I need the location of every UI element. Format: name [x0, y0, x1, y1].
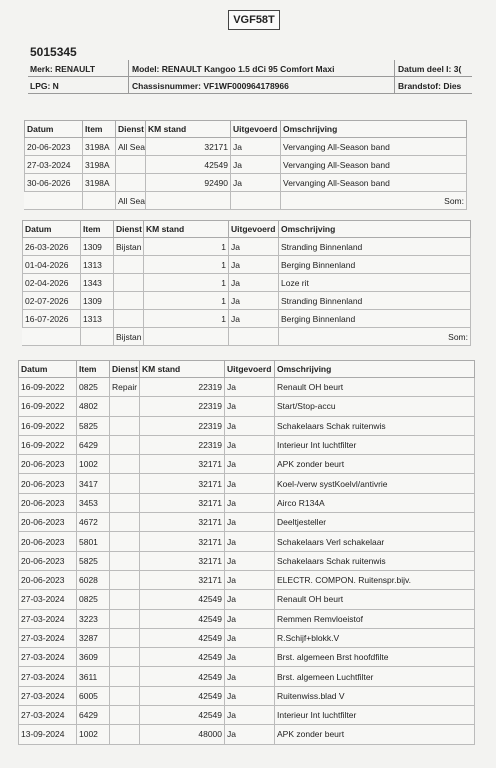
cell-dienst: [110, 493, 140, 512]
cell-dienst: [110, 397, 140, 416]
cell-km: 1: [144, 274, 229, 292]
footer-empty: [81, 328, 114, 346]
table-row: [19, 532, 475, 551]
col-uitgevoerd: Uitgevoerd: [225, 361, 275, 378]
cell-uitgevoerd: Ja: [225, 570, 275, 589]
cell-omschrijving: Renault OH beurt: [275, 590, 475, 609]
cell-dienst: [110, 513, 140, 532]
col-dienst: Dienst: [110, 361, 140, 378]
cell-omschrijving: APK zonder beurt: [275, 725, 475, 744]
cell-datum: 20-06-2023: [19, 474, 77, 493]
cell-uitgevoerd: Ja: [225, 532, 275, 551]
cell-item: 1002: [77, 455, 110, 474]
cell-km: 32171: [140, 493, 225, 512]
table-row: [19, 493, 475, 512]
cell-item: 1343: [81, 274, 114, 292]
table-row: [19, 628, 475, 647]
footer-empty: [25, 192, 83, 210]
cell-datum: 27-03-2024: [19, 648, 77, 667]
footer-dienst: Bijstan: [114, 328, 144, 346]
cell-omschrijving: Airco R134A: [275, 493, 475, 512]
cell-omschrijving: Stranding Binnenland: [279, 292, 471, 310]
table-row: [19, 590, 475, 609]
cell-datum: 20-06-2023: [19, 532, 77, 551]
cell-datum: 30-06-2026: [25, 174, 83, 192]
cell-km: 22319: [140, 397, 225, 416]
table-row: [19, 570, 475, 589]
col-uitgevoerd: Uitgevoerd: [229, 221, 279, 238]
merk-label: Merk: RENAULT: [30, 64, 96, 74]
cell-omschrijving: Start/Stop-accu: [275, 397, 475, 416]
cell-datum: 16-09-2022: [19, 378, 77, 397]
license-plate-box: VGF58T: [228, 10, 280, 30]
cell-dienst: [116, 156, 146, 174]
col-omschrijving: Omschrijving: [281, 121, 467, 138]
col-datum: Datum: [25, 121, 83, 138]
cell-item: 1313: [81, 256, 114, 274]
cell-km: 32171: [140, 474, 225, 493]
cell-uitgevoerd: Ja: [225, 706, 275, 725]
cell-omschrijving: APK zonder beurt: [275, 455, 475, 474]
cell-dienst: [110, 590, 140, 609]
cell-uitgevoerd: Ja: [229, 292, 279, 310]
cell-dienst: Repair: [110, 378, 140, 397]
cell-item: 3198A: [83, 174, 116, 192]
cell-omschrijving: R.Schijf+blokk.V: [275, 628, 475, 647]
cell-dienst: [114, 292, 144, 310]
cell-item: 5801: [77, 532, 110, 551]
cell-datum: 27-03-2024: [19, 706, 77, 725]
cell-omschrijving: Vervanging All-Season band: [281, 138, 467, 156]
cell-uitgevoerd: Ja: [225, 628, 275, 647]
cell-km: 32171: [140, 513, 225, 532]
vehicle-header: [28, 60, 472, 94]
cell-uitgevoerd: Ja: [225, 435, 275, 454]
cell-omschrijving: Brst. algemeen Brst hoofdfilte: [275, 648, 475, 667]
col-dienst: Dienst: [114, 221, 144, 238]
table-footer-row: [23, 328, 471, 346]
table-row: [19, 667, 475, 686]
header-row-1: [28, 60, 472, 77]
cell-datum: 01-04-2026: [23, 256, 81, 274]
cell-km: 42549: [146, 156, 231, 174]
cell-datum: 16-09-2022: [19, 416, 77, 435]
cell-omschrijving: Vervanging All-Season band: [281, 156, 467, 174]
cell-km: 42549: [140, 590, 225, 609]
col-km: KM stand: [144, 221, 229, 238]
cell-datum: 16-07-2026: [23, 310, 81, 328]
cell-datum: 27-03-2024: [19, 590, 77, 609]
cell-omschrijving: Deeltjesteller: [275, 513, 475, 532]
cell-datum: 20-06-2023: [25, 138, 83, 156]
cell-uitgevoerd: Ja: [229, 238, 279, 256]
cell-dienst: [110, 686, 140, 705]
cell-km: 32171: [140, 570, 225, 589]
cell-datum: 27-03-2024: [25, 156, 83, 174]
cell-datum: 27-03-2024: [19, 686, 77, 705]
header-divider: [394, 60, 395, 94]
cell-dienst: [114, 274, 144, 292]
cell-omschrijving: Vervanging All-Season band: [281, 174, 467, 192]
cell-item: 0825: [77, 590, 110, 609]
cell-item: 6429: [77, 435, 110, 454]
cell-omschrijving: Schakelaars Verl schakelaar: [275, 532, 475, 551]
col-km: KM stand: [146, 121, 231, 138]
cell-item: 4802: [77, 397, 110, 416]
col-datum: Datum: [19, 361, 77, 378]
table-row: [19, 609, 475, 628]
cell-datum: 02-07-2026: [23, 292, 81, 310]
table-row: [19, 397, 475, 416]
cell-dienst: [110, 435, 140, 454]
cell-uitgevoerd: Ja: [229, 274, 279, 292]
cell-omschrijving: Interieur Int luchtfilter: [275, 435, 475, 454]
cell-item: 6005: [77, 686, 110, 705]
cell-uitgevoerd: Ja: [225, 590, 275, 609]
table-header-row: [23, 221, 471, 238]
cell-omschrijving: Berging Binnenland: [279, 310, 471, 328]
table-row: [19, 455, 475, 474]
table-footer-row: [25, 192, 467, 210]
table-row: [19, 435, 475, 454]
cell-km: 48000: [140, 725, 225, 744]
document-number: 5015345: [30, 45, 77, 59]
cell-uitgevoerd: Ja: [225, 513, 275, 532]
cell-uitgevoerd: Ja: [225, 493, 275, 512]
all-season-table: [24, 120, 467, 210]
cell-item: 4672: [77, 513, 110, 532]
cell-dienst: [110, 416, 140, 435]
cell-item: 5825: [77, 551, 110, 570]
cell-dienst: [110, 725, 140, 744]
table-row: [19, 474, 475, 493]
cell-km: 92490: [146, 174, 231, 192]
cell-uitgevoerd: Ja: [229, 310, 279, 328]
header-divider: [128, 60, 129, 94]
cell-datum: 16-09-2022: [19, 397, 77, 416]
footer-empty: [83, 192, 116, 210]
cell-uitgevoerd: Ja: [229, 256, 279, 274]
col-dienst: Dienst: [116, 121, 146, 138]
cell-datum: 16-09-2022: [19, 435, 77, 454]
lpg-label: LPG: N: [30, 81, 59, 91]
cell-km: 1: [144, 292, 229, 310]
table-row: [19, 551, 475, 570]
table-row: [19, 648, 475, 667]
cell-dienst: [114, 256, 144, 274]
cell-km: 1: [144, 310, 229, 328]
cell-km: 42549: [140, 706, 225, 725]
table-row: [23, 292, 471, 310]
cell-uitgevoerd: Ja: [231, 156, 281, 174]
cell-omschrijving: Schakelaars Schak ruitenwis: [275, 551, 475, 570]
footer-empty: [229, 328, 279, 346]
cell-datum: 20-06-2023: [19, 551, 77, 570]
cell-item: 3198A: [83, 156, 116, 174]
cell-omschrijving: Stranding Binnenland: [279, 238, 471, 256]
cell-omschrijving: Remmen Remvloeistof: [275, 609, 475, 628]
cell-item: 3223: [77, 609, 110, 628]
footer-empty: [23, 328, 81, 346]
cell-datum: 27-03-2024: [19, 628, 77, 647]
cell-omschrijving: Koel-/verw systKoelvl/antivrie: [275, 474, 475, 493]
cell-item: 3611: [77, 667, 110, 686]
cell-item: 6429: [77, 706, 110, 725]
cell-uitgevoerd: Ja: [231, 174, 281, 192]
cell-omschrijving: Ruitenwiss.blad V: [275, 686, 475, 705]
cell-datum: 20-06-2023: [19, 513, 77, 532]
cell-uitgevoerd: Ja: [225, 686, 275, 705]
footer-empty: [146, 192, 231, 210]
cell-km: 42549: [140, 686, 225, 705]
cell-item: 5825: [77, 416, 110, 435]
cell-datum: 13-09-2024: [19, 725, 77, 744]
cell-dienst: [110, 706, 140, 725]
cell-uitgevoerd: Ja: [231, 138, 281, 156]
cell-uitgevoerd: Ja: [225, 725, 275, 744]
cell-omschrijving: Schakelaars Schak ruitenwis: [275, 416, 475, 435]
cell-dienst: [110, 570, 140, 589]
cell-km: 22319: [140, 416, 225, 435]
cell-item: 1002: [77, 725, 110, 744]
cell-uitgevoerd: Ja: [225, 397, 275, 416]
cell-datum: 20-06-2023: [19, 570, 77, 589]
cell-dienst: [110, 609, 140, 628]
cell-datum: 27-03-2024: [19, 609, 77, 628]
cell-km: 1: [144, 238, 229, 256]
table-row: [19, 378, 475, 397]
cell-uitgevoerd: Ja: [225, 455, 275, 474]
cell-datum: 20-06-2023: [19, 455, 77, 474]
cell-omschrijving: Interieur Int luchtfilter: [275, 706, 475, 725]
footer-empty: [144, 328, 229, 346]
cell-dienst: [110, 648, 140, 667]
cell-dienst: Bijstan: [114, 238, 144, 256]
cell-dienst: [110, 532, 140, 551]
col-omschrijving: Omschrijving: [279, 221, 471, 238]
cell-item: 3287: [77, 628, 110, 647]
footer-som: Som:: [281, 192, 467, 210]
table-row: [23, 238, 471, 256]
cell-km: 42549: [140, 667, 225, 686]
cell-km: 22319: [140, 435, 225, 454]
cell-item: 1313: [81, 310, 114, 328]
cell-km: 32171: [146, 138, 231, 156]
table-header-row: [19, 361, 475, 378]
footer-dienst: All Sea: [116, 192, 146, 210]
col-item: Item: [83, 121, 116, 138]
cell-uitgevoerd: Ja: [225, 648, 275, 667]
cell-datum: 02-04-2026: [23, 274, 81, 292]
col-datum: Datum: [23, 221, 81, 238]
cell-uitgevoerd: Ja: [225, 378, 275, 397]
table-row: [19, 725, 475, 744]
cell-datum: 20-06-2023: [19, 493, 77, 512]
cell-dienst: [110, 628, 140, 647]
col-km: KM stand: [140, 361, 225, 378]
cell-item: 3453: [77, 493, 110, 512]
col-item: Item: [77, 361, 110, 378]
model-label: Model: RENAULT Kangoo 1.5 dCi 95 Comfort Maxi: [132, 64, 335, 74]
cell-km: 42549: [140, 628, 225, 647]
table-row: [23, 310, 471, 328]
cell-dienst: [110, 455, 140, 474]
cell-item: 1309: [81, 238, 114, 256]
col-item: Item: [81, 221, 114, 238]
cell-dienst: [110, 474, 140, 493]
cell-omschrijving: Renault OH beurt: [275, 378, 475, 397]
table-row: [23, 256, 471, 274]
table-row: [19, 686, 475, 705]
brandstof-label: Brandstof: Dies: [398, 81, 462, 91]
cell-item: 6028: [77, 570, 110, 589]
cell-dienst: [114, 310, 144, 328]
chassis-label: Chassisnummer: VF1WF000964178966: [132, 81, 289, 91]
cell-uitgevoerd: Ja: [225, 474, 275, 493]
table-row: [23, 274, 471, 292]
repair-table: [18, 360, 475, 745]
table-row: [19, 706, 475, 725]
cell-item: 3609: [77, 648, 110, 667]
cell-km: 1: [144, 256, 229, 274]
cell-dienst: [110, 667, 140, 686]
table-header-row: [25, 121, 467, 138]
datum-deel-label: Datum deel I: 3(: [398, 64, 462, 74]
cell-km: 42549: [140, 609, 225, 628]
cell-datum: 26-03-2026: [23, 238, 81, 256]
table-row: [19, 416, 475, 435]
cell-item: 1309: [81, 292, 114, 310]
cell-omschrijving: Loze rit: [279, 274, 471, 292]
cell-item: 0825: [77, 378, 110, 397]
footer-som: Som:: [279, 328, 471, 346]
cell-uitgevoerd: Ja: [225, 416, 275, 435]
cell-km: 42549: [140, 648, 225, 667]
cell-dienst: [110, 551, 140, 570]
table-row: [19, 513, 475, 532]
cell-omschrijving: ELECTR. COMPON. Ruitenspr.bijv.: [275, 570, 475, 589]
table-row: [25, 156, 467, 174]
table-row: [25, 138, 467, 156]
cell-uitgevoerd: Ja: [225, 609, 275, 628]
cell-km: 32171: [140, 551, 225, 570]
table-row: [25, 174, 467, 192]
bijstand-table: [22, 220, 471, 346]
cell-dienst: All Sea: [116, 138, 146, 156]
header-row-2: [28, 77, 472, 94]
cell-km: 22319: [140, 378, 225, 397]
col-uitgevoerd: Uitgevoerd: [231, 121, 281, 138]
cell-uitgevoerd: Ja: [225, 551, 275, 570]
cell-omschrijving: Berging Binnenland: [279, 256, 471, 274]
col-omschrijving: Omschrijving: [275, 361, 475, 378]
cell-item: 3417: [77, 474, 110, 493]
cell-uitgevoerd: Ja: [225, 667, 275, 686]
cell-omschrijving: Brst. algemeen Luchtfilter: [275, 667, 475, 686]
cell-dienst: [116, 174, 146, 192]
cell-item: 3198A: [83, 138, 116, 156]
footer-empty: [231, 192, 281, 210]
cell-km: 32171: [140, 455, 225, 474]
cell-km: 32171: [140, 532, 225, 551]
cell-datum: 27-03-2024: [19, 667, 77, 686]
